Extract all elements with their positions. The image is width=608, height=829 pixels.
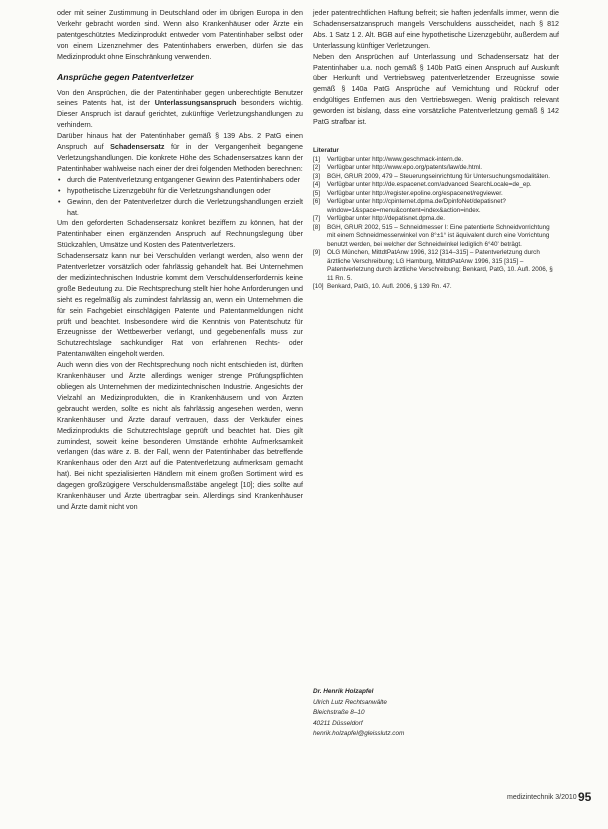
reference-number: [3]	[313, 172, 321, 180]
author-name: Dr. Henrik Holzapfel	[313, 688, 374, 695]
bold-term: Unterlassungsanspruch	[154, 99, 237, 108]
left-paragraph-4: Um den geforderten Schadensersatz konkret beziffern zu können, hat der Patentinhaber einen ergänzenden Anspruch auf Rechnungslegung über Stückzahlen, Umsätze und Kosten des Patentverletzers.	[57, 219, 303, 250]
reference-number: [2]	[313, 164, 321, 172]
reference-number: [5]	[313, 189, 321, 197]
left-paragraph-5: Schadensersatz kann nur bei Verschulden verlangt werden, also wenn der Patentverletzer vorsätzlich oder fahrlässig gehandelt hat. Bei Unternehmen der medizintechnischen Industrie kommt dem Verschuldenserfordernis keine große Bedeutung zu. Die Rechtsprechung stellt hier hohe Anforderungen und sieht es regelmäßig als zumindest fahrlässig an, wenn ein Unternehmen die für sein Fachgebiet einschlägigen Patente und Patentanmeldungen nicht prüft und beachtet. Insbesondere wird die Kenntnis von Patentschutz für Erzeugnisse der Wettbewerber verlangt, und gegebenenfalls muss zur Schutzrechtslage sachkundiger Rat von erfahrenen Rechts- oder Patentanwälten eingeholt werden.	[57, 252, 303, 359]
reference-item	[313, 198, 559, 215]
reference-item	[313, 215, 559, 224]
reference-text: Verfügbar unter http://www.epo.org/patents/law/de.html.	[327, 164, 483, 172]
section-heading: Ansprüche gegen Patentverletzer	[57, 71, 194, 82]
author-city: 40211 Düsseldorf	[313, 719, 363, 727]
reference-item	[313, 224, 559, 250]
reference-text: Verfügbar unter http://cpinternet.dpma.de/DpinfoNet/depatisnet?window=1&space=menu&content=index&action=index.	[327, 198, 506, 214]
reference-number: [6]	[313, 198, 321, 206]
left-paragraph-3	[57, 131, 303, 175]
reference-number: [8]	[313, 223, 321, 231]
text-run: Von den Ansprüchen, die der Patentinhaber gegen unberechtigte Benutzer seines Patents hat, ist der	[57, 88, 303, 108]
reference-text: Verfügbar unter http://www.geschmack-intern.de.	[327, 155, 464, 163]
text-run: für in der Vergangenheit begangene Verletzungshandlungen. Die konkrete Höhe des Schadensersatzes kann der Patentinhaber wahlweise nach einer der drei folgenden Methoden berechnen:	[57, 143, 304, 173]
right-paragraph-2: Neben den Ansprüchen auf Unterlassung und Schadensersatz hat der Patentinhaber u.a. noch gemäß § 140b PatG einen Anspruch auf Auskunft über Herkunft und Vertriebsweg patentverletzender Erzeugnisse sowie gemäß § 140a PatG Ansprüche auf Vernichtung und Rückruf oder endgültiges Entfernen aus den Vertriebswegen. Wenig praktisch relevant geworden ist bislang, dass eine vorsätzliche Patentverletzung gemäß § 142 PatG strafbar ist.	[313, 52, 559, 127]
reference-number: [10]	[313, 283, 324, 291]
page-number: 95	[578, 790, 592, 804]
reference-item	[313, 164, 559, 173]
reference-number: [7]	[313, 215, 321, 223]
reference-item	[313, 190, 559, 199]
reference-text: OLG München, MittdtPatAnw 1996, 312 [314–315] – Patentverletzung durch ärztliche Verschreibung; LG Hamburg, MittdtPatAnw 1996, 315 [315] – Patentverletzung durch ärztliche Verschreibung; Benkard, PatG, 10. Aufl. 2006, § 11 Rn. 5.	[327, 249, 553, 282]
author-firm: Ulrich Lutz Rechtsanwälte	[313, 698, 387, 706]
damages-method-list	[57, 175, 303, 219]
reference-item	[313, 249, 559, 283]
list-item: • durch die Patentverletzung entgangener Gewinn des Patentinhabers oder	[57, 175, 303, 186]
list-item: • Gewinn, den der Patentverletzer durch die Verletzungshandlungen erzielt hat.	[57, 197, 303, 219]
journal-footer: medizintechnik 3/2010	[507, 794, 577, 801]
text-run: besonders wichtig. Dieser Anspruch ist darauf gerichtet, zukünftige Verletzungshandlungen zu verhindern.	[57, 99, 303, 130]
reference-number: [1]	[313, 155, 321, 163]
reference-text: Benkard, PatG, 10. Aufl. 2006, § 139 Rn. 47.	[327, 283, 452, 291]
reference-item	[313, 173, 559, 182]
right-paragraph-1: jeder patentrechtlichen Haftung befreit; sie haften jedenfalls immer, wenn die Schadensersatzanspruch mangels Verschuldens ausscheidet, nach § 812 Abs. 1 Satz 1 2. Alt. BGB auf eine hypothetische Lizenzgebühr, außerdem auf Unterlassung künftiger Verletzungen.	[313, 9, 559, 50]
author-street: Bleichstraße 8–10	[313, 709, 365, 716]
reference-item	[313, 283, 559, 292]
reference-text: BGH, GRUR 2002, 515 – Schneidmesser I: Eine patentierte Schneidvorrichtung mit einem Schneidmesserwinkel von 8°±1° ist äquivalent durch eine Vorrichtung benutzt werden, bei welcher der Schneidwinkel lediglich 6°40' beträgt.	[327, 223, 550, 248]
author-contact-block	[313, 687, 404, 740]
reference-text: Verfügbar unter http://register.epoline.org/espacenet/regviewer.	[327, 189, 503, 197]
left-paragraph-6: Auch wenn dies von der Rechtsprechung noch nicht entschieden ist, dürften Krankenhäuser und Ärzte allerdings weniger strenge Prüfungspflichten obliegen als Unternehmen der medizintechnischen Industrie. Angesichts der Vielzahl an Medizinprodukten, die in Krankenhäusern und von Ärzten gebraucht werden, sollte es nicht als fahrlässig angesehen werden, wenn Krankenhäuser und Ärzte darauf vertrauen, dass der Verkäufer eines Medizinprodukts die Schutzrechtslage geprüft und beachtet hat. Dies gilt zumindest, soweit keine besonderen Umstände erhöhte Aufmerksamkeit verlangen (das wäre z. B. der Fall, wenn der Patentinhaber das betreffende Krankenhaus oder den Arzt auf die Patentverletzung aufmerksam gemacht hat). Bei nicht spezialisierten Händlern mit einem großen Sortiment wird es dagegen großzügigere Verschuldensmaßstäbe angelegt [10]; dies sollte auf Krankenhäuser und Ärzte übertragbar sein. Allerdings sind Krankenhäuser und Ärzte damit nicht von	[57, 361, 303, 511]
reference-item	[313, 156, 559, 165]
reference-text: Verfügbar unter http://de.espacenet.com/advanced SearchLocale=de_ep.	[327, 181, 532, 189]
left-column	[57, 8, 303, 513]
list-item: • hypothetische Lizenzgebühr für die Verletzungshandlungen oder	[57, 186, 303, 197]
bold-term: Schadensersatz	[110, 143, 165, 152]
author-email: henrik.holzapfel@gleisslutz.com	[313, 730, 405, 737]
reference-number: [9]	[313, 249, 321, 257]
reference-text: BGH, GRUR 2009, 479 – Steuerungseinrichtung für Untersuchungsmodalitäten.	[327, 172, 550, 180]
reference-list	[313, 156, 559, 292]
reference-text: Verfügbar unter http://depatisnet.dpma.de.	[327, 215, 445, 223]
left-paragraph-1: oder mit seiner Zustimmung in Deutschland oder im übrigen Europa in den Verkehr gebracht worden sind. Wenn also Krankenhäuser oder Ärzte ein patentgeschütztes Medizinprodukt entweder vom Patentinhaber selbst oder von einem Lizenznehmer des Patentinhabers erwerben, dürfen sie das Medizinprodukt ohne Einschränkung verwenden.	[57, 9, 303, 61]
left-paragraph-2	[57, 88, 303, 132]
right-column	[313, 8, 559, 292]
reference-number: [4]	[313, 181, 321, 189]
text-run: Darüber hinaus hat der Patentinhaber gemäß § 139 Abs. 2 PatG einen Anspruch auf	[57, 132, 303, 152]
literature-heading: Literatur	[313, 146, 339, 154]
reference-item	[313, 181, 559, 190]
